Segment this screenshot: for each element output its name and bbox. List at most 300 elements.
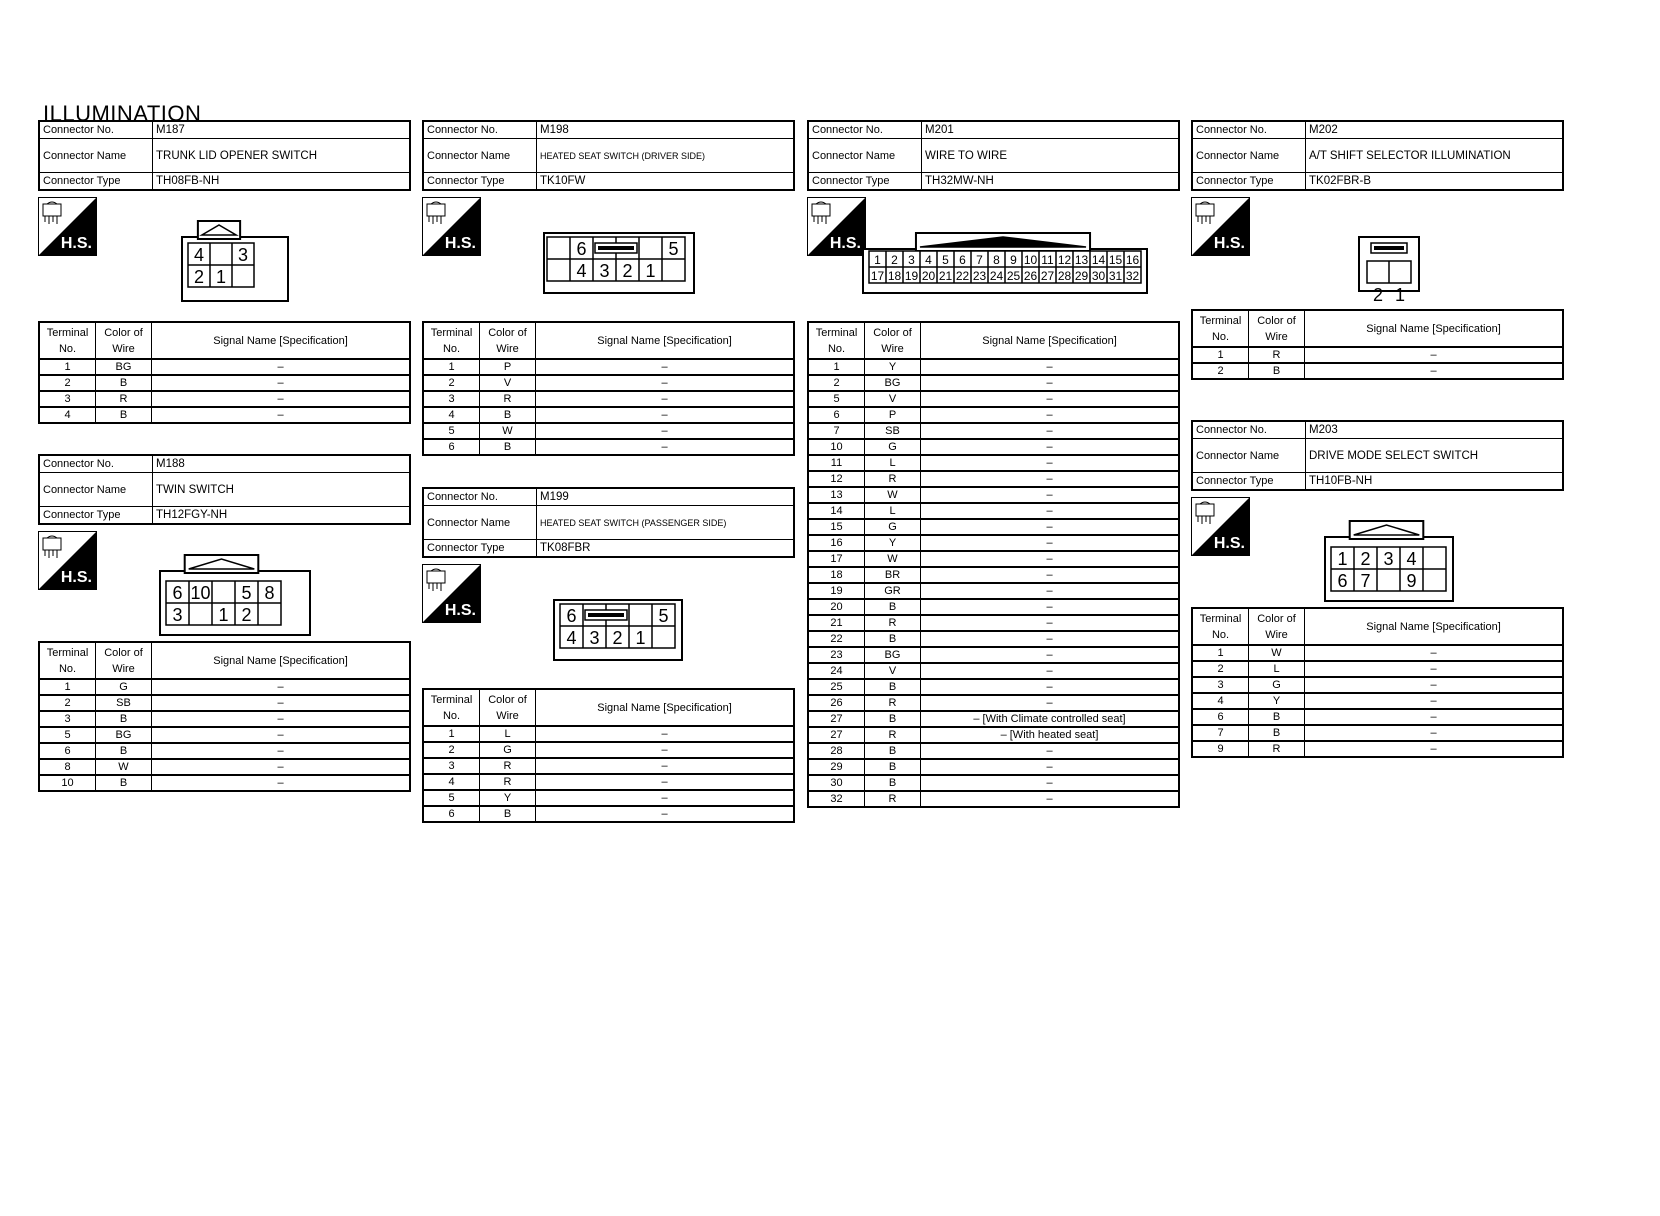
column-2-lower: [422, 487, 797, 823]
signal-name: –: [152, 407, 411, 423]
pin-number: 8: [993, 253, 1000, 267]
table-row: [808, 679, 1179, 695]
signal-name: –: [921, 359, 1180, 375]
connector-m201: [807, 120, 1182, 808]
signal-name: –: [1305, 693, 1564, 709]
wire-color: SB: [96, 695, 152, 711]
wire-color: R: [865, 695, 921, 711]
terminal-no-header: Terminal No.: [1192, 310, 1249, 347]
connector-header-table: [422, 487, 795, 558]
hs-label: H.S.: [829, 235, 861, 252]
connector-diagram-area: [422, 197, 797, 321]
terminal-no: 2: [423, 742, 480, 758]
terminal-no: 25: [808, 679, 865, 695]
pin-number: 6: [576, 239, 587, 259]
terminal-no: 3: [423, 758, 480, 774]
signal-name: –: [1305, 645, 1564, 661]
terminal-no: 6: [423, 439, 480, 455]
wire-color: B: [96, 375, 152, 391]
signal-name: –: [921, 423, 1180, 439]
signal-name: –: [921, 791, 1180, 807]
connector-name-value: TWIN SWITCH: [153, 473, 411, 507]
terminal-no: 1: [39, 679, 96, 695]
table-row: [808, 439, 1179, 455]
pin-number: 12: [1057, 253, 1072, 267]
pin-number: 3: [172, 605, 183, 625]
connector-diagram-area: [38, 531, 413, 641]
signal-name: –: [921, 503, 1180, 519]
table-row: [808, 727, 1179, 743]
connector-no-label: Connector No.: [423, 121, 537, 139]
wire-color: R: [865, 791, 921, 807]
connector-no-value: M188: [153, 455, 411, 473]
connector-name-label: Connector Name: [39, 473, 153, 507]
signal-name: –: [536, 439, 795, 455]
signal-name: –: [921, 583, 1180, 599]
connector-diagram-area: [807, 197, 1182, 321]
connector-type-value: TH08FB-NH: [153, 173, 411, 191]
terminal-no: 6: [39, 743, 96, 759]
signal-name-header: Signal Name [Specification]: [921, 322, 1180, 359]
connector-m187: [38, 120, 413, 424]
terminal-no: 6: [808, 407, 865, 423]
table-row: [1192, 677, 1563, 693]
pin-number: 28: [1057, 269, 1072, 283]
pin-number: 2: [612, 628, 623, 648]
connector-diagram-area: [1191, 197, 1566, 309]
terminal-no: 11: [808, 455, 865, 471]
connector-type-value: TH12FGY-NH: [153, 507, 411, 525]
connector-face-diagram: [180, 219, 290, 303]
signal-name: –: [152, 759, 411, 775]
terminal-table: [807, 321, 1180, 808]
terminal-no-header: Terminal No.: [1192, 608, 1249, 645]
connector-type-label: Connector Type: [423, 540, 537, 558]
connector-type-label: Connector Type: [1192, 473, 1306, 491]
terminal-no: 3: [39, 711, 96, 727]
color-of-wire-header: Color of Wire: [1249, 310, 1305, 347]
color-of-wire-header: Color of Wire: [480, 689, 536, 726]
connector-face-diagram: [1323, 519, 1455, 603]
table-row: [1192, 693, 1563, 709]
pin-number: 3: [589, 628, 600, 648]
pin-number: 21: [938, 269, 953, 283]
terminal-no: 13: [808, 487, 865, 503]
table-row: [39, 727, 410, 743]
wire-color: L: [480, 726, 536, 742]
signal-name: –: [1305, 661, 1564, 677]
table-row: [808, 487, 1179, 503]
terminal-table: [1191, 309, 1564, 380]
terminal-no: 4: [39, 407, 96, 423]
terminal-no: 10: [808, 439, 865, 455]
table-row: [808, 759, 1179, 775]
pin-number: 15: [1108, 253, 1123, 267]
pin-number: 3: [237, 245, 249, 265]
hs-label: H.S.: [1213, 535, 1245, 552]
pin-number: 5: [942, 253, 949, 267]
table-row: [808, 583, 1179, 599]
harness-side-icon: [807, 197, 866, 256]
table-row: [808, 551, 1179, 567]
table-row: [808, 471, 1179, 487]
pin-number: 6: [566, 606, 577, 626]
terminal-no: 10: [39, 775, 96, 791]
table-row: [1192, 741, 1563, 757]
terminal-no: 1: [1192, 347, 1249, 363]
wire-color: SB: [865, 423, 921, 439]
table-row: [808, 407, 1179, 423]
pin-number: 25: [1006, 269, 1021, 283]
signal-name: –: [152, 359, 411, 375]
wire-color: BG: [96, 727, 152, 743]
column-1-lower: [38, 454, 413, 792]
terminal-no: 18: [808, 567, 865, 583]
terminal-no: 9: [1192, 741, 1249, 757]
terminal-no: 12: [808, 471, 865, 487]
pin-number: 26: [1023, 269, 1038, 283]
wire-color: G: [865, 519, 921, 535]
terminal-no: 2: [808, 375, 865, 391]
table-row: [39, 695, 410, 711]
table-row: [808, 775, 1179, 791]
connector-no-value: M201: [922, 121, 1180, 139]
wire-color: Y: [1249, 693, 1305, 709]
signal-name: –: [921, 567, 1180, 583]
terminal-no: 24: [808, 663, 865, 679]
color-of-wire-header: Color of Wire: [96, 322, 152, 359]
connector-type-value: TK02FBR-B: [1306, 173, 1564, 191]
pin-number: 3: [599, 261, 610, 281]
table-row: [423, 758, 794, 774]
wire-color: B: [1249, 363, 1305, 379]
signal-name-header: Signal Name [Specification]: [1305, 608, 1564, 645]
pin-number: 2: [622, 261, 633, 281]
terminal-no: 19: [808, 583, 865, 599]
wire-color: R: [1249, 741, 1305, 757]
table-row: [808, 615, 1179, 631]
signal-name: –: [921, 487, 1180, 503]
table-row: [423, 726, 794, 742]
table-row: [808, 599, 1179, 615]
pin-number: 3: [908, 253, 915, 267]
signal-name: –: [921, 631, 1180, 647]
terminal-no: 17: [808, 551, 865, 567]
signal-name: –: [921, 519, 1180, 535]
table-row: [423, 407, 794, 423]
wire-color: R: [480, 391, 536, 407]
signal-name: –: [921, 407, 1180, 423]
terminal-no: 4: [423, 407, 480, 423]
signal-name: –: [152, 711, 411, 727]
pin-number: 11: [1041, 253, 1054, 267]
table-row: [39, 743, 410, 759]
harness-side-icon: [38, 197, 97, 256]
terminal-no: 1: [808, 359, 865, 375]
table-row: [423, 375, 794, 391]
table-row: [423, 439, 794, 455]
terminal-no: 5: [423, 423, 480, 439]
table-row: [423, 806, 794, 822]
pin-number: 1: [215, 267, 227, 287]
connector-m198: [422, 120, 797, 456]
wire-color: B: [480, 806, 536, 822]
wire-color: B: [96, 775, 152, 791]
signal-name: –: [536, 391, 795, 407]
wire-color: V: [865, 391, 921, 407]
wire-color: Y: [865, 535, 921, 551]
wire-color: G: [480, 742, 536, 758]
connector-header-table: [1191, 120, 1564, 191]
wire-color: G: [96, 679, 152, 695]
signal-name: –: [152, 695, 411, 711]
terminal-no-header: Terminal No.: [39, 322, 96, 359]
connector-name-label: Connector Name: [1192, 439, 1306, 473]
signal-name: – [With heated seat]: [921, 727, 1180, 743]
terminal-no: 2: [423, 375, 480, 391]
pin-number: 1: [645, 261, 656, 281]
wire-color: GR: [865, 583, 921, 599]
signal-name: –: [921, 551, 1180, 567]
table-row: [808, 695, 1179, 711]
signal-name: –: [152, 727, 411, 743]
table-row: [808, 503, 1179, 519]
signal-name: –: [921, 375, 1180, 391]
connector-no-value: M199: [537, 488, 795, 506]
connector-name-label: Connector Name: [39, 139, 153, 173]
signal-name: –: [536, 359, 795, 375]
table-row: [423, 423, 794, 439]
pin-number: 2: [1360, 549, 1371, 569]
terminal-no: 28: [808, 743, 865, 759]
signal-name: –: [536, 375, 795, 391]
terminal-no-header: Terminal No.: [39, 642, 96, 679]
signal-name: –: [921, 599, 1180, 615]
signal-name: –: [921, 679, 1180, 695]
signal-name: –: [152, 375, 411, 391]
pin-number: 1: [1337, 549, 1348, 569]
harness-side-icon: [422, 197, 481, 256]
page-title: ILLUMINATION: [43, 101, 202, 126]
pin-number: 7: [976, 253, 983, 267]
hs-label: H.S.: [60, 235, 92, 252]
terminal-table: [422, 688, 795, 823]
signal-name: – [With Climate controlled seat]: [921, 711, 1180, 727]
table-row: [808, 535, 1179, 551]
pin-number: 8: [264, 583, 275, 603]
pin-number: 6: [959, 253, 966, 267]
signal-name: –: [921, 439, 1180, 455]
pin-number: 13: [1074, 253, 1089, 267]
wire-color: R: [865, 471, 921, 487]
harness-side-icon: [422, 564, 481, 623]
harness-side-icon: [38, 531, 97, 590]
terminal-no: 5: [39, 727, 96, 743]
connector-m203: [1191, 420, 1566, 758]
connector-no-label: Connector No.: [39, 121, 153, 139]
pin-number: 10: [1023, 253, 1038, 267]
column-4-lower: [1191, 420, 1566, 758]
table-row: [1192, 725, 1563, 741]
table-row: [39, 407, 410, 423]
wire-color: R: [1249, 347, 1305, 363]
connector-name-value: TRUNK LID OPENER SWITCH: [153, 139, 411, 173]
pin-number: 19: [904, 269, 919, 283]
wire-color: B: [1249, 725, 1305, 741]
connector-no-label: Connector No.: [808, 121, 922, 139]
terminal-table: [38, 321, 411, 424]
pin-number: 24: [989, 269, 1004, 283]
connector-header-table: [807, 120, 1180, 191]
table-row: [808, 663, 1179, 679]
signal-name-header: Signal Name [Specification]: [536, 689, 795, 726]
pin-number: 31: [1108, 269, 1123, 283]
terminal-table: [38, 641, 411, 792]
connector-type-value: TH10FB-NH: [1306, 473, 1564, 491]
terminal-no: 3: [1192, 677, 1249, 693]
column-4: [1191, 120, 1566, 380]
connector-type-value: TK08FBR: [537, 540, 795, 558]
connector-name-value: HEATED SEAT SWITCH (DRIVER SIDE): [537, 139, 795, 173]
terminal-no: 3: [423, 391, 480, 407]
connector-type-value: TH32MW-NH: [922, 173, 1180, 191]
table-row: [808, 423, 1179, 439]
table-row: [423, 774, 794, 790]
wire-color: Y: [480, 790, 536, 806]
terminal-no: 15: [808, 519, 865, 535]
pin-number: 17: [870, 269, 885, 283]
pin-number: 6: [172, 583, 183, 603]
table-row: [808, 519, 1179, 535]
pin-number: 27: [1040, 269, 1055, 283]
pin-number: 1: [218, 605, 229, 625]
terminal-no: 22: [808, 631, 865, 647]
connector-type-label: Connector Type: [1192, 173, 1306, 191]
wire-color: R: [865, 615, 921, 631]
connector-name-label: Connector Name: [1192, 139, 1306, 173]
table-row: [1192, 709, 1563, 725]
pin-number: 22: [955, 269, 970, 283]
table-row: [39, 391, 410, 407]
signal-name: –: [152, 775, 411, 791]
wire-color: B: [480, 439, 536, 455]
table-row: [808, 455, 1179, 471]
pin-number: 6: [1337, 571, 1348, 591]
signal-name: –: [921, 695, 1180, 711]
table-row: [39, 711, 410, 727]
pin-number: 5: [241, 583, 252, 603]
connector-name-value: WIRE TO WIRE: [922, 139, 1180, 173]
pin-number: 32: [1125, 269, 1140, 283]
pin-number: 4: [925, 253, 932, 267]
pin-number: 5: [668, 239, 679, 259]
signal-name: –: [921, 471, 1180, 487]
wire-color: R: [480, 758, 536, 774]
wire-color: B: [1249, 709, 1305, 725]
table-row: [423, 391, 794, 407]
table-row: [808, 391, 1179, 407]
signal-name: –: [536, 726, 795, 742]
connector-name-label: Connector Name: [423, 506, 537, 540]
connector-name-label: Connector Name: [423, 139, 537, 173]
terminal-no: 4: [1192, 693, 1249, 709]
color-of-wire-header: Color of Wire: [480, 322, 536, 359]
pin-number: 29: [1074, 269, 1089, 283]
signal-name: –: [921, 759, 1180, 775]
wire-color: B: [865, 679, 921, 695]
wire-color: W: [480, 423, 536, 439]
wire-color: P: [480, 359, 536, 375]
wire-color: B: [865, 631, 921, 647]
signal-name: –: [536, 742, 795, 758]
table-row: [1192, 661, 1563, 677]
connector-face-diagram: [158, 553, 312, 637]
pin-number: 20: [921, 269, 936, 283]
connector-type-label: Connector Type: [39, 173, 153, 191]
table-row: [1192, 363, 1563, 379]
connector-no-label: Connector No.: [423, 488, 537, 506]
pin-number: 1: [874, 253, 881, 267]
pin-number: 4: [1406, 549, 1417, 569]
signal-name: –: [921, 743, 1180, 759]
connector-no-label: Connector No.: [1192, 121, 1306, 139]
table-row: [423, 742, 794, 758]
signal-name: –: [921, 535, 1180, 551]
wire-color: L: [1249, 661, 1305, 677]
pin-number: 30: [1091, 269, 1106, 283]
signal-name: –: [1305, 347, 1564, 363]
wire-color: B: [480, 407, 536, 423]
signal-name: –: [536, 423, 795, 439]
terminal-no: 7: [1192, 725, 1249, 741]
connector-name-value: HEATED SEAT SWITCH (PASSENGER SIDE): [537, 506, 795, 540]
wire-color: L: [865, 503, 921, 519]
connector-header-table: [38, 454, 411, 525]
terminal-no: 7: [808, 423, 865, 439]
wire-color: BG: [865, 375, 921, 391]
harness-side-icon: [1191, 197, 1250, 256]
signal-name: –: [536, 806, 795, 822]
terminal-no: 1: [1192, 645, 1249, 661]
signal-name: –: [1305, 363, 1564, 379]
terminal-no: 2: [39, 695, 96, 711]
pin-number: 4: [576, 261, 587, 281]
table-row: [808, 631, 1179, 647]
connector-name-value: DRIVE MODE SELECT SWITCH: [1306, 439, 1564, 473]
table-row: [423, 790, 794, 806]
pin-number: 10: [190, 583, 211, 603]
connector-no-value: M198: [537, 121, 795, 139]
signal-name: –: [1305, 725, 1564, 741]
pin-number: 2: [1372, 285, 1384, 305]
signal-name-header: Signal Name [Specification]: [152, 642, 411, 679]
table-row: [39, 759, 410, 775]
connector-m202: [1191, 120, 1566, 380]
pin-number: 9: [1010, 253, 1017, 267]
terminal-no: 30: [808, 775, 865, 791]
wire-color: W: [865, 487, 921, 503]
color-of-wire-header: Color of Wire: [1249, 608, 1305, 645]
connector-no-value: M187: [153, 121, 411, 139]
wire-color: W: [1249, 645, 1305, 661]
signal-name: –: [152, 391, 411, 407]
terminal-no: 6: [1192, 709, 1249, 725]
terminal-no: 16: [808, 535, 865, 551]
wire-color: R: [865, 727, 921, 743]
table-row: [1192, 347, 1563, 363]
terminal-no: 3: [39, 391, 96, 407]
wire-color: P: [865, 407, 921, 423]
